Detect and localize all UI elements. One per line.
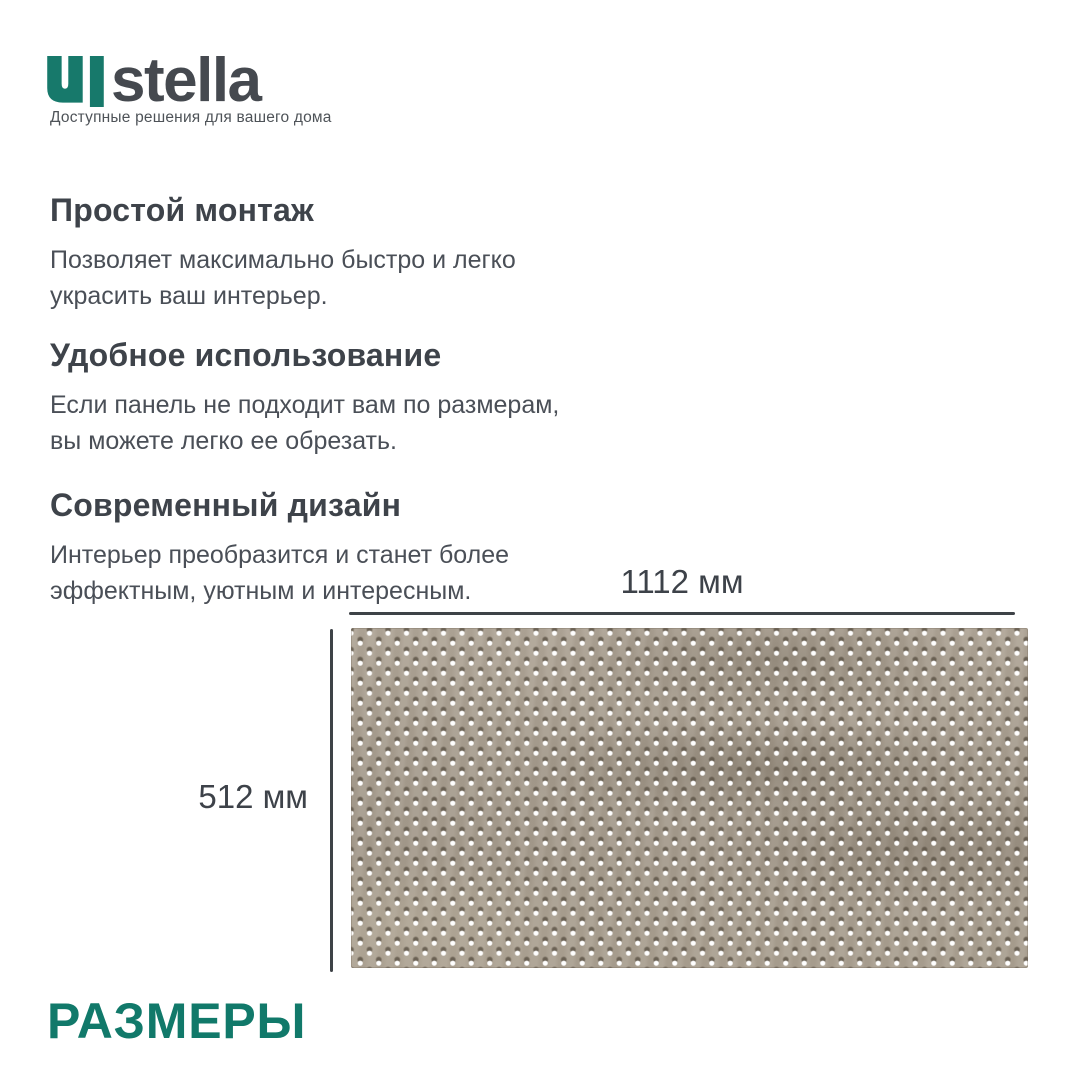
feature-title: Простой монтаж <box>50 192 314 228</box>
width-dimension-line <box>349 612 1015 615</box>
product-panel-image <box>351 628 1028 968</box>
feature-title: Удобное использование <box>50 337 442 373</box>
feature-title: Современный дизайн <box>50 487 402 523</box>
feature-body: Позволяет максимально быстро и легко украсить ваш интерьер. <box>50 246 516 310</box>
section-title-sizes: РАЗМЕРЫ <box>47 993 307 1049</box>
stella-logo-icon <box>47 56 104 107</box>
feature-body: Интерьер преобразится и станет более эффектным, уютным и интересным. <box>50 541 510 605</box>
feature-body: Если панель не подходит вам по размерам, вы можете легко ее обрезать. <box>50 391 560 455</box>
brand-tagline: Доступные решения для вашего дома <box>50 109 332 126</box>
height-dimension-label: 512 мм <box>198 778 308 815</box>
feature-block-convenient-use <box>50 335 595 459</box>
feature-block-easy-install <box>50 190 595 314</box>
height-dimension-line <box>330 629 333 972</box>
width-dimension-label: 1112 мм <box>620 563 744 600</box>
brand-name: stella <box>111 46 261 115</box>
